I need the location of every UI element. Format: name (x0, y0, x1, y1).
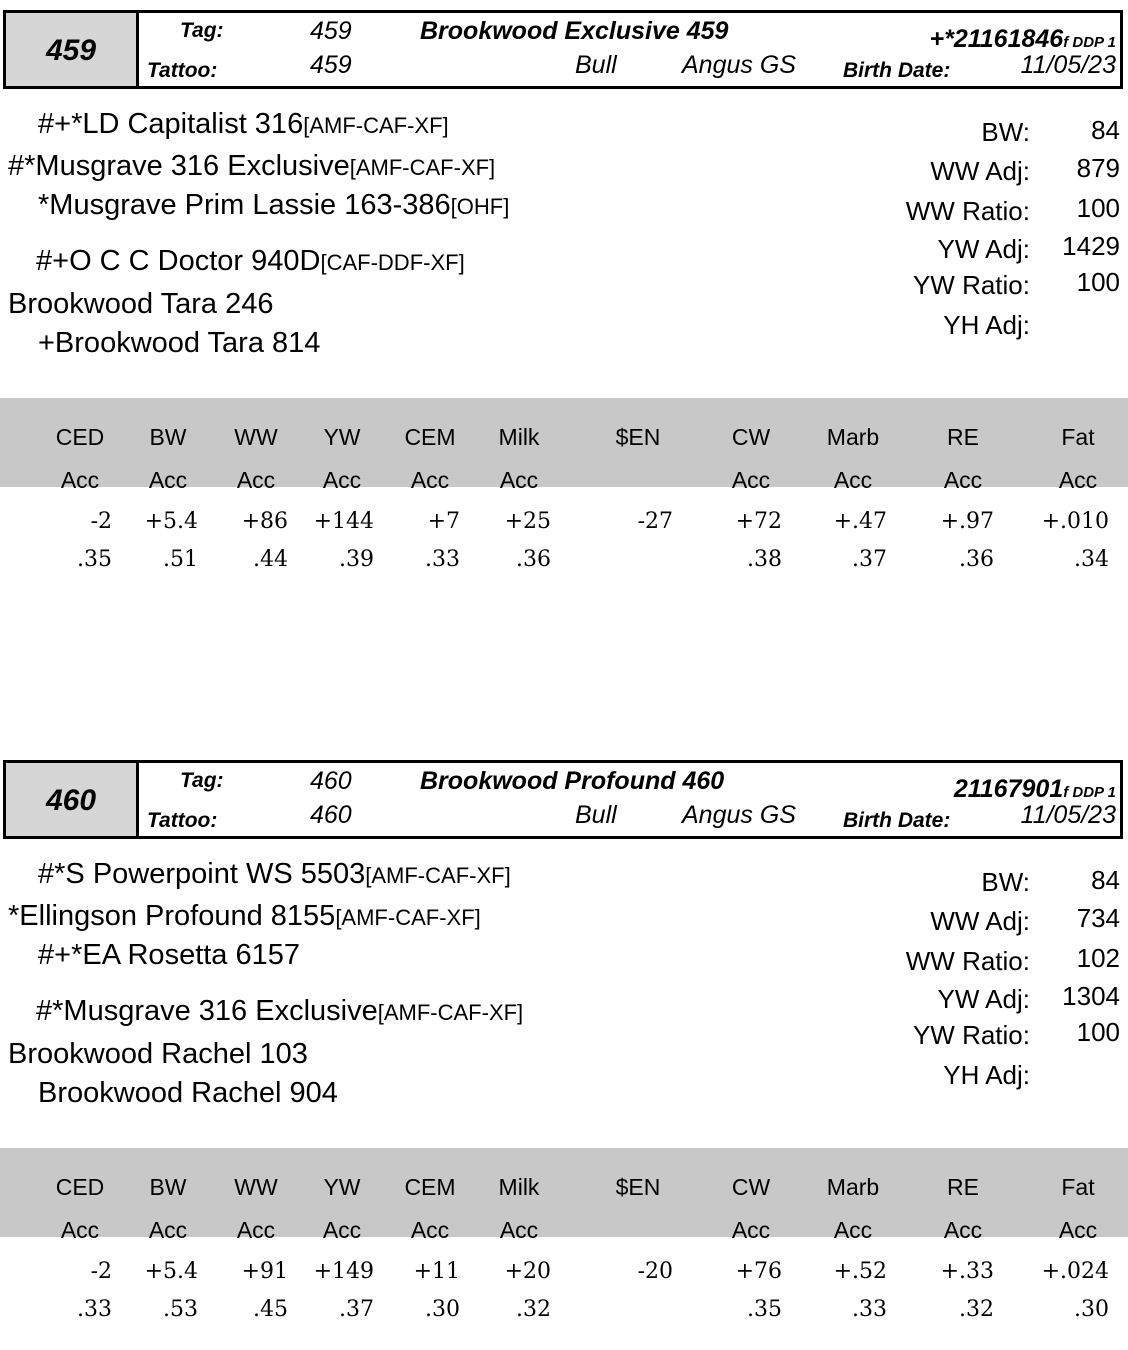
performance-value: 734 (1076, 903, 1120, 933)
performance-label: YW Adj: (937, 234, 1030, 264)
tag-label: Tag: (180, 769, 224, 792)
epd-header: Milk (498, 424, 540, 450)
acc-value: .33 (77, 1297, 112, 1322)
acc-value: .35 (77, 547, 112, 572)
epd-value: +.97 (940, 509, 994, 534)
performance-value: 102 (1076, 943, 1120, 973)
epd-value: +76 (735, 1259, 782, 1284)
pedigree-tags: [AMF-CAF-XF] (303, 113, 449, 138)
epd-header: CEM (404, 1174, 456, 1200)
epd-header: WW (234, 1174, 278, 1200)
acc-header: Acc (833, 1217, 873, 1243)
acc-value: .33 (852, 1297, 887, 1322)
epd-value: +91 (241, 1259, 288, 1284)
epd-header: Marb (826, 424, 880, 450)
tag-value: 460 (310, 767, 352, 795)
acc-value: .33 (425, 547, 460, 572)
epd-value: +5.4 (144, 1259, 198, 1284)
epd-value: +25 (504, 509, 551, 534)
pedigree-dam-dam (38, 327, 320, 360)
acc-value: .45 (253, 1297, 288, 1322)
epd-value: +20 (504, 1259, 551, 1284)
acc-header: Acc (60, 1217, 100, 1243)
epd-header: BW (149, 1174, 187, 1200)
performance-value: 879 (1076, 153, 1120, 183)
epd-header: CW (731, 424, 771, 450)
acc-header: Acc (236, 1217, 276, 1243)
breed: Angus GS (682, 801, 796, 829)
performance-label: YW Ratio: (912, 1020, 1030, 1050)
pedigree-name: Brookwood Rachel 103 (8, 1038, 308, 1070)
acc-value: .34 (1074, 547, 1109, 572)
reg-number-value: 21167901 (953, 775, 1064, 803)
pedigree-dam-sire (36, 245, 465, 278)
acc-header: Acc (731, 1217, 771, 1243)
epd-header: CED (55, 1174, 105, 1200)
birth-date-label: Birth Date: (843, 59, 951, 82)
tattoo-label: Tattoo: (147, 59, 218, 82)
pedigree-dam (8, 1038, 308, 1071)
epd-value: +7 (427, 509, 460, 534)
pedigree-name: Brookwood Rachel 904 (38, 1077, 338, 1109)
performance-label: YW Ratio: (912, 270, 1030, 300)
epd-header: CED (55, 424, 105, 450)
performance-label: WW Adj: (930, 156, 1030, 186)
epd-value: +.010 (1041, 509, 1109, 534)
epd-value: -2 (90, 509, 112, 534)
animal-name: Brookwood Profound 460 (420, 767, 725, 795)
lot-number: 460 (6, 763, 139, 836)
epd-header: Milk (498, 1174, 540, 1200)
epd-header: BW (149, 424, 187, 450)
performance-label: YH Adj: (943, 310, 1030, 340)
acc-header: Acc (236, 467, 276, 493)
lot-header (3, 760, 1123, 839)
performance-label: YH Adj: (943, 1060, 1030, 1090)
acc-value: .36 (516, 547, 551, 572)
pedigree-name: #*Musgrave 316 Exclusive (8, 150, 350, 182)
pedigree-dam-dam (38, 1077, 338, 1110)
epd-header: WW (234, 424, 278, 450)
acc-header: Acc (148, 1217, 188, 1243)
tattoo-value: 460 (310, 801, 352, 829)
acc-value: .30 (1074, 1297, 1109, 1322)
epd-value: +144 (313, 509, 374, 534)
registration-number (954, 775, 1116, 804)
epd-value: +11 (413, 1259, 460, 1284)
acc-header: Acc (60, 467, 100, 493)
acc-header: Acc (322, 467, 362, 493)
epd-value: +.33 (940, 1259, 994, 1284)
performance-value: 1429 (1062, 231, 1120, 261)
acc-value: .37 (852, 547, 887, 572)
pedigree-name: #*S Powerpoint WS 5503 (38, 858, 366, 890)
acc-value: .32 (516, 1297, 551, 1322)
epd-header: RE (947, 424, 979, 450)
pedigree-name: #+*LD Capitalist 316 (38, 108, 304, 140)
acc-header: Acc (1058, 467, 1098, 493)
performance-label: YW Adj: (937, 984, 1030, 1014)
pedigree-tags: [AMF-CAF-XF] (365, 863, 511, 888)
epd-header: Fat (1061, 1174, 1095, 1200)
epd-value: +.47 (833, 509, 887, 534)
tag-value: 459 (310, 17, 352, 45)
acc-value: .38 (747, 547, 782, 572)
acc-value: .44 (253, 547, 288, 572)
birth-date: 11/05/23 (1020, 801, 1116, 829)
performance-label: WW Ratio: (905, 196, 1030, 226)
pedigree-sire-dam (38, 939, 300, 972)
epd-header: $EN (615, 1174, 661, 1200)
epd-header: CW (731, 1174, 771, 1200)
epd-header: Marb (826, 1174, 880, 1200)
acc-header: Acc (322, 1217, 362, 1243)
reg-suffix: f DDP 1 (1063, 34, 1116, 51)
lot-459 (0, 0, 1128, 600)
acc-header: Acc (1058, 1217, 1098, 1243)
epd-value: +5.4 (144, 509, 198, 534)
performance-value: 84 (1091, 115, 1120, 145)
pedigree-dam (8, 288, 273, 321)
tag-label: Tag: (180, 19, 224, 42)
acc-header: Acc (943, 467, 983, 493)
epd-value: +72 (735, 509, 782, 534)
tattoo-value: 459 (310, 51, 352, 79)
epd-value: +.52 (833, 1259, 887, 1284)
pedigree-sire-sire (38, 858, 511, 891)
epd-value: +86 (241, 509, 288, 534)
epd-header: Fat (1061, 424, 1095, 450)
epd-header: CEM (404, 424, 456, 450)
epd-value: -27 (637, 509, 673, 534)
epd-header: YW (323, 424, 361, 450)
birth-date-label: Birth Date: (843, 809, 951, 832)
sex: Bull (575, 801, 617, 829)
tattoo-label: Tattoo: (147, 809, 218, 832)
pedigree-name: Brookwood Tara 246 (8, 288, 274, 320)
animal-name: Brookwood Exclusive 459 (420, 17, 729, 45)
pedigree-name: *Musgrave Prim Lassie 163-386 (38, 189, 451, 221)
performance-value: 100 (1076, 193, 1120, 223)
breed: Angus GS (682, 51, 796, 79)
pedigree-name: #*Musgrave 316 Exclusive (36, 995, 378, 1027)
epd-header: RE (947, 1174, 979, 1200)
acc-header: Acc (833, 467, 873, 493)
performance-label: BW: (981, 117, 1030, 147)
pedigree-tags: [AMF-CAF-XF] (377, 1000, 524, 1025)
acc-header: Acc (731, 467, 771, 493)
pedigree-sire-sire (38, 108, 449, 141)
epd-value: +149 (313, 1259, 374, 1284)
registration-number (929, 25, 1116, 54)
acc-value: .37 (339, 1297, 374, 1322)
performance-label: WW Adj: (930, 906, 1030, 936)
epd-value: -2 (90, 1259, 112, 1284)
lot-460 (0, 750, 1128, 1350)
birth-date: 11/05/23 (1020, 51, 1116, 79)
sex: Bull (575, 51, 617, 79)
acc-header: Acc (148, 467, 188, 493)
pedigree-sire-dam (38, 189, 509, 222)
acc-header: Acc (499, 467, 539, 493)
epd-header: YW (323, 1174, 361, 1200)
pedigree-sire (8, 150, 495, 183)
epd-value: -20 (637, 1259, 673, 1284)
acc-header: Acc (943, 1217, 983, 1243)
performance-value: 100 (1076, 1017, 1120, 1047)
pedigree-tags: [OHF] (450, 194, 510, 219)
acc-value: .51 (163, 547, 198, 572)
performance-value: 84 (1091, 865, 1120, 895)
acc-value: .32 (959, 1297, 994, 1322)
performance-value: 100 (1076, 267, 1120, 297)
lot-number: 459 (6, 13, 139, 86)
epd-value: +.024 (1041, 1259, 1109, 1284)
acc-header: Acc (499, 1217, 539, 1243)
reg-suffix: f DDP 1 (1063, 784, 1116, 801)
pedigree-name: #+O C C Doctor 940D (36, 245, 321, 277)
pedigree-name: #+*EA Rosetta 6157 (38, 939, 301, 971)
acc-value: .36 (959, 547, 994, 572)
pedigree-dam-sire (36, 995, 523, 1028)
acc-value: .39 (339, 547, 374, 572)
reg-number-value: +*21161846 (929, 25, 1064, 53)
epd-header: $EN (615, 424, 661, 450)
performance-label: WW Ratio: (905, 946, 1030, 976)
pedigree-tags: [AMF-CAF-XF] (335, 905, 481, 930)
pedigree-tags: [CAF-DDF-XF] (320, 250, 465, 275)
pedigree-sire (8, 900, 481, 933)
lot-header (3, 10, 1123, 89)
acc-value: .53 (163, 1297, 198, 1322)
acc-header: Acc (410, 467, 450, 493)
pedigree-name: +Brookwood Tara 814 (38, 327, 321, 359)
acc-value: .35 (747, 1297, 782, 1322)
acc-header: Acc (410, 1217, 450, 1243)
performance-value: 1304 (1062, 981, 1120, 1011)
pedigree-name: *Ellingson Profound 8155 (8, 900, 336, 932)
performance-label: BW: (981, 867, 1030, 897)
pedigree-tags: [AMF-CAF-XF] (349, 155, 496, 180)
acc-value: .30 (425, 1297, 460, 1322)
